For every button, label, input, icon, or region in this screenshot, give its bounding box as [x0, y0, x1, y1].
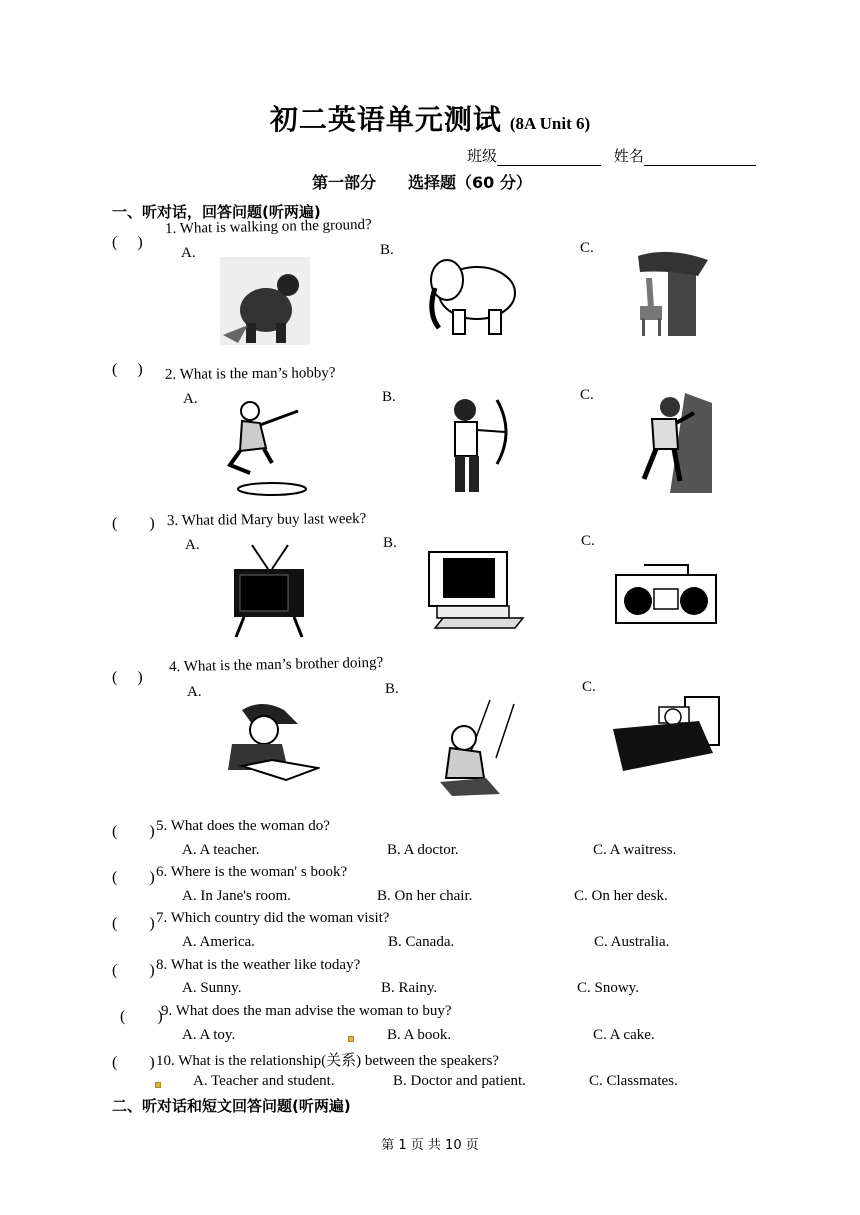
option-label: B.: [380, 242, 394, 258]
title-text: 初二英语单元测试: [269, 103, 502, 136]
option-b: B. A doctor.: [387, 842, 459, 858]
tv-icon: [230, 543, 310, 640]
student-info: [467, 145, 756, 166]
option-label: A.: [183, 391, 198, 407]
option-label: B.: [383, 535, 397, 551]
option-b: B. Doctor and patient.: [393, 1073, 526, 1089]
answer-paren[interactable]: ( ): [112, 669, 143, 686]
climbing-icon: [630, 393, 712, 493]
section1-heading: 一、听对话，回答问题(听两遍): [112, 203, 321, 221]
question-text: 7. Which country did the woman visit?: [156, 910, 390, 926]
computer-icon: [423, 550, 529, 630]
class-label: 班级: [467, 147, 498, 165]
elephant-icon: [425, 248, 523, 340]
option-label: B.: [382, 389, 396, 405]
option-c: C. Classmates.: [589, 1073, 678, 1089]
option-label: A.: [181, 245, 196, 261]
page-footer: 第 1 页 共 10 页: [381, 1138, 479, 1153]
marker-icon: [348, 1036, 354, 1042]
option-b: B. Rainy.: [381, 980, 438, 996]
option-c: C. Snowy.: [577, 980, 639, 996]
answer-paren[interactable]: ( ): [112, 361, 143, 378]
option-c: C. A waitress.: [593, 842, 677, 858]
option-a: A. In Jane's room.: [182, 888, 291, 904]
skateboarding-icon: [220, 393, 310, 501]
option-c: C. On her desk.: [574, 888, 668, 904]
option-c: C. A cake.: [593, 1027, 655, 1043]
option-label: C.: [581, 533, 595, 549]
answer-paren[interactable]: ( ): [112, 962, 155, 979]
swing-icon: [430, 698, 518, 798]
section2-heading: 二、听对话和短文回答问题(听两遍): [112, 1097, 351, 1115]
answer-paren[interactable]: ( ): [112, 869, 155, 886]
option-label: C.: [582, 679, 596, 695]
question-text: 6. Where is the woman' s book?: [156, 864, 348, 880]
question-text: 8. What is the weather like today?: [156, 957, 361, 973]
option-a: A. Teacher and student.: [193, 1073, 335, 1089]
answer-paren[interactable]: ( ): [112, 915, 155, 932]
reading-icon: [222, 700, 320, 786]
option-a: A. A teacher.: [182, 842, 260, 858]
option-label: B.: [385, 681, 399, 697]
option-b: B. On her chair.: [377, 888, 473, 904]
option-a: A. Sunny.: [182, 980, 242, 996]
question-text: 1. What is walking on the ground?: [164, 216, 372, 238]
sleeping-icon: [603, 695, 723, 777]
answer-paren[interactable]: ( ): [112, 1054, 155, 1071]
name-field[interactable]: [644, 149, 756, 166]
option-b: B. Canada.: [388, 934, 455, 950]
option-label: A.: [187, 684, 202, 700]
question-text: 5. What does the woman do?: [156, 818, 330, 834]
marker-icon: [155, 1082, 161, 1088]
part1-heading: 第一部分 选择题（60 分）: [312, 173, 532, 192]
radio-icon: [614, 563, 718, 625]
option-c: C. Australia.: [594, 934, 670, 950]
question-text: 10. What is the relationship(关系) between the speakers?: [156, 1053, 499, 1069]
name-label: 姓名: [613, 147, 644, 165]
answer-paren[interactable]: ( ): [112, 823, 155, 840]
giraffe-icon: [618, 248, 714, 340]
answer-paren[interactable]: ( ): [120, 1008, 163, 1025]
option-a: A. A toy.: [182, 1027, 236, 1043]
page-title: [0, 98, 860, 138]
option-b: B. A book.: [387, 1027, 452, 1043]
bear-icon: [218, 255, 313, 347]
option-label: A.: [185, 537, 200, 553]
answer-paren[interactable]: ( ): [112, 515, 155, 532]
question-text: 9. What does the man advise the woman to buy?: [161, 1003, 452, 1019]
question-text: 4. What is the man’s brother doing?: [168, 654, 384, 676]
question-text: 2. What is the man’s hobby?: [164, 365, 336, 383]
option-label: C.: [580, 387, 594, 403]
question-text: 3. What did Mary buy last week?: [166, 510, 367, 530]
option-label: C.: [580, 240, 594, 256]
class-field[interactable]: [497, 149, 601, 166]
archery-icon: [437, 392, 513, 500]
option-a: A. America.: [182, 934, 255, 950]
unit-subtitle: (8A Unit 6): [509, 114, 591, 133]
answer-paren[interactable]: ( ): [112, 234, 143, 251]
